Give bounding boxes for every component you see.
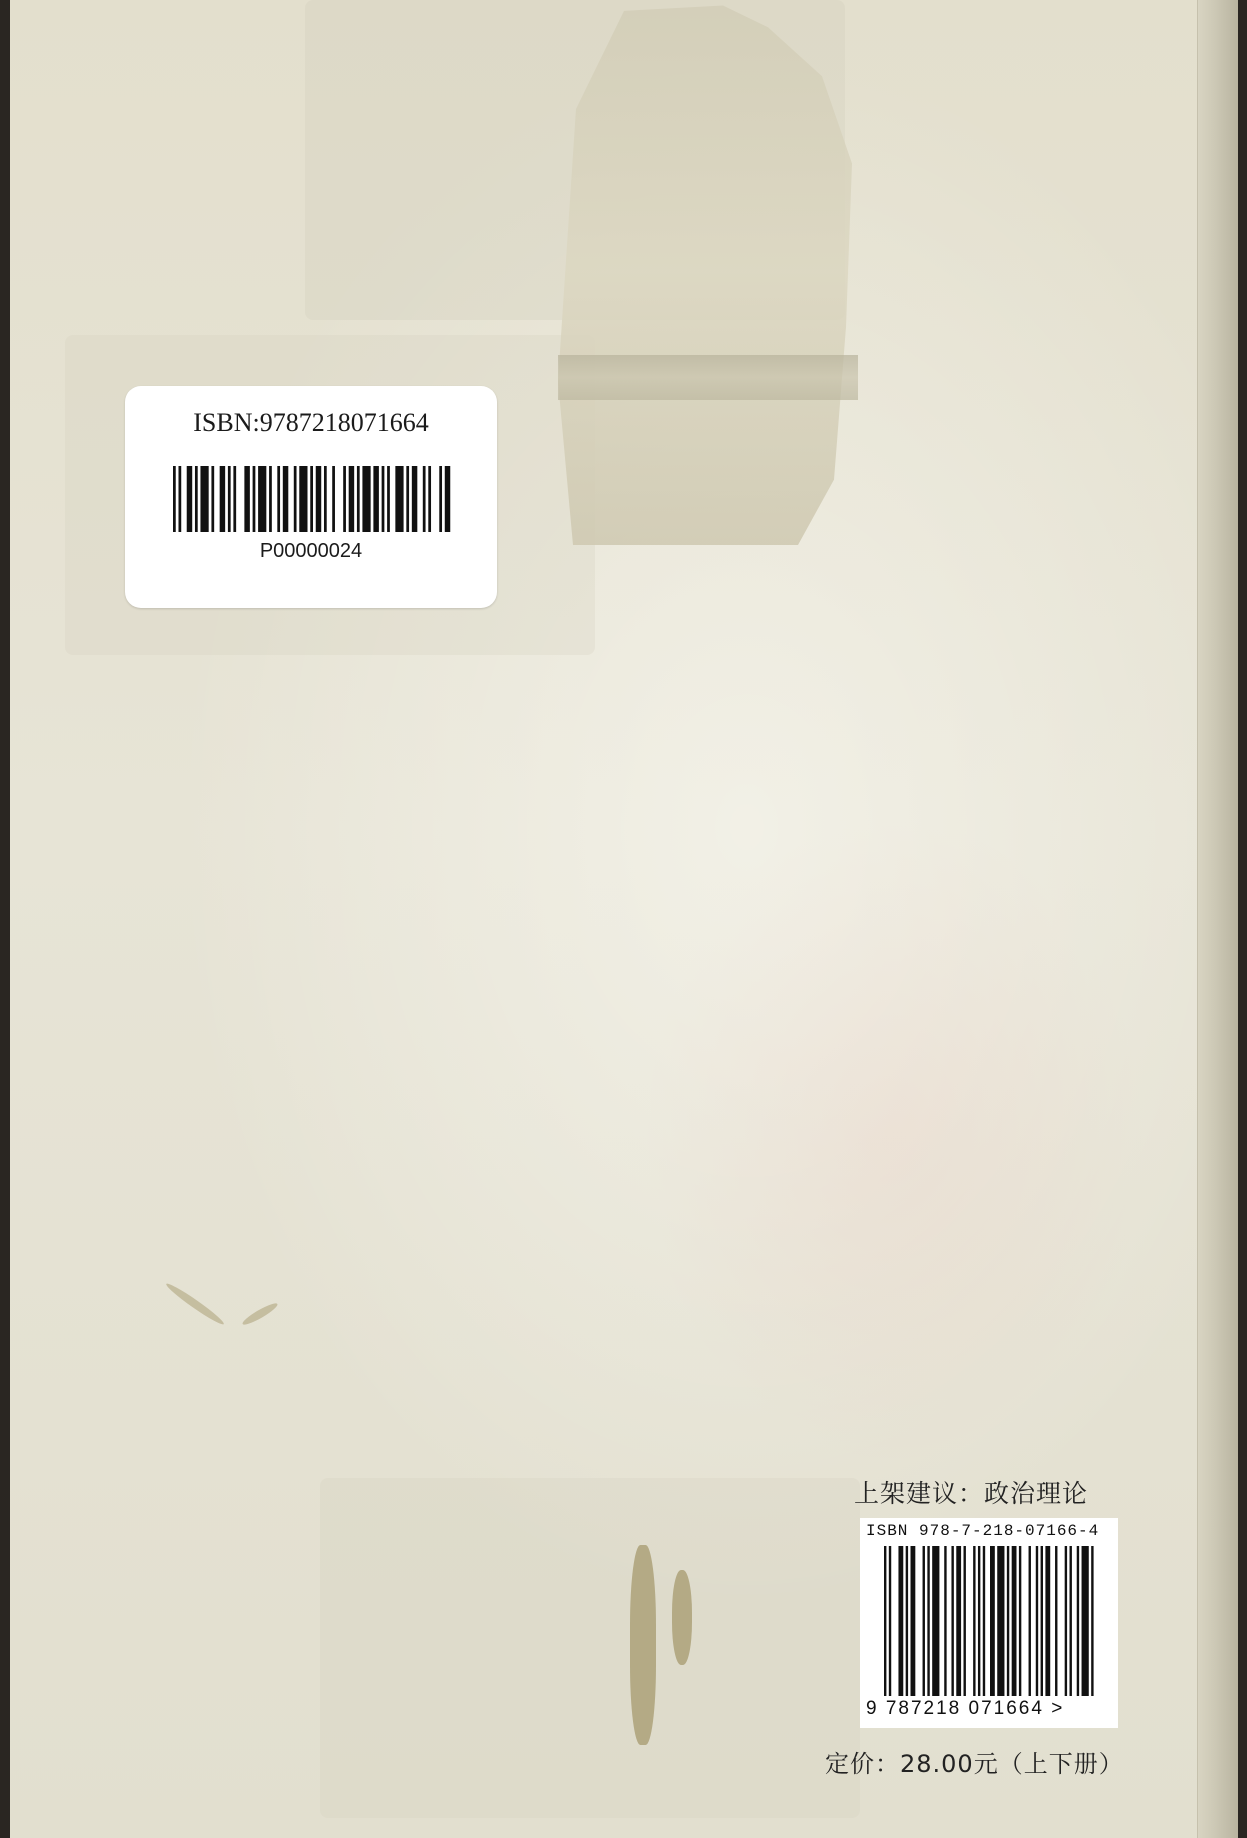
barcode-bar <box>1070 1546 1072 1696</box>
stain-mark <box>630 1545 656 1745</box>
barcode-bar <box>349 466 354 532</box>
stain-mark <box>672 1570 692 1665</box>
sticker-isbn: ISBN:9787218071664 <box>193 408 429 437</box>
barcode-bar <box>997 1546 1004 1696</box>
barcode-bar <box>911 1546 916 1696</box>
barcode-bar <box>889 1546 891 1696</box>
barcode-bar <box>956 1546 961 1696</box>
barcode-bar <box>294 466 297 532</box>
barcode-bar <box>978 1546 980 1696</box>
barcode-bar <box>445 466 450 532</box>
barcode-bar <box>439 466 442 532</box>
barcode-bar <box>1082 1546 1089 1696</box>
barcode-bar <box>195 466 198 532</box>
barcode-bar <box>983 1546 985 1696</box>
isbn-barcode-box <box>860 1518 1118 1728</box>
barcode-bar <box>211 466 214 532</box>
torn-paper-area <box>558 0 858 545</box>
barcode-bar <box>233 466 236 532</box>
isbn-barcode <box>884 1546 1096 1696</box>
barcode-bar <box>406 466 409 532</box>
barcode-bar <box>412 466 417 532</box>
barcode-bar <box>387 466 390 532</box>
barcode-bar <box>253 466 256 532</box>
barcode-bar <box>964 1546 966 1696</box>
barcode-bar <box>1029 1546 1031 1696</box>
barcode-bar <box>1012 1546 1017 1696</box>
barcode-bar <box>1077 1546 1079 1696</box>
price: 定价：28.00元（上下册） <box>825 1750 1124 1778</box>
spine-edge <box>1197 0 1238 1838</box>
barcode-bar <box>1019 1546 1021 1696</box>
barcode-bar <box>932 1546 939 1696</box>
torn-paper-strip <box>558 355 858 400</box>
barcode-bar <box>973 1546 975 1696</box>
barcode-bar <box>283 466 288 532</box>
barcode-bar <box>200 466 208 532</box>
barcode-bar <box>269 466 272 532</box>
barcode-bar <box>316 466 321 532</box>
barcode-bar <box>951 1546 953 1696</box>
barcode-bar <box>220 466 225 532</box>
library-sticker <box>125 386 497 608</box>
stain-mark <box>241 1301 280 1328</box>
barcode-bar <box>423 466 426 532</box>
barcode-bar <box>258 466 266 532</box>
barcode-bar <box>324 466 327 532</box>
sticker-barcode <box>173 466 453 532</box>
barcode-bar <box>884 1546 886 1696</box>
barcode-bar <box>228 466 231 532</box>
barcode-bar <box>1055 1546 1057 1696</box>
barcode-bar <box>382 466 385 532</box>
barcode-bar <box>395 466 403 532</box>
barcode-bar <box>310 466 313 532</box>
barcode-bar <box>332 466 335 532</box>
barcode-bar <box>187 466 192 532</box>
barcode-bar <box>1041 1546 1043 1696</box>
barcode-bar <box>898 1546 903 1696</box>
barcode-bar <box>1036 1546 1038 1696</box>
barcode-bar <box>362 466 370 532</box>
shelf-suggestion: 上架建议：政治理论 <box>854 1479 1089 1508</box>
barcode-bar <box>357 466 360 532</box>
barcode-bar <box>178 466 181 532</box>
barcode-isbn: ISBN 978-7-218-07166-4 <box>866 1522 1100 1540</box>
barcode-bar <box>173 466 176 532</box>
barcode-digits: 9 787218 071664 > <box>866 1698 1065 1719</box>
barcode-bar <box>944 1546 946 1696</box>
barcode-bar <box>990 1546 995 1696</box>
sticker-code: P00000024 <box>259 540 363 562</box>
barcode-bar <box>1007 1546 1009 1696</box>
barcode-bar <box>906 1546 908 1696</box>
barcode-bar <box>428 466 431 532</box>
barcode-bar <box>244 466 249 532</box>
barcode-bar <box>1045 1546 1050 1696</box>
barcode-bar <box>277 466 280 532</box>
barcode-bar <box>1091 1546 1093 1696</box>
stain-mark <box>164 1281 226 1328</box>
book-back-cover <box>10 0 1238 1838</box>
barcode-bar <box>927 1546 929 1696</box>
barcode-bar <box>299 466 307 532</box>
worn-patch <box>320 1478 860 1818</box>
barcode-bar <box>923 1546 925 1696</box>
barcode-bar <box>373 466 378 532</box>
barcode-bar <box>343 466 346 532</box>
barcode-bar <box>1065 1546 1067 1696</box>
